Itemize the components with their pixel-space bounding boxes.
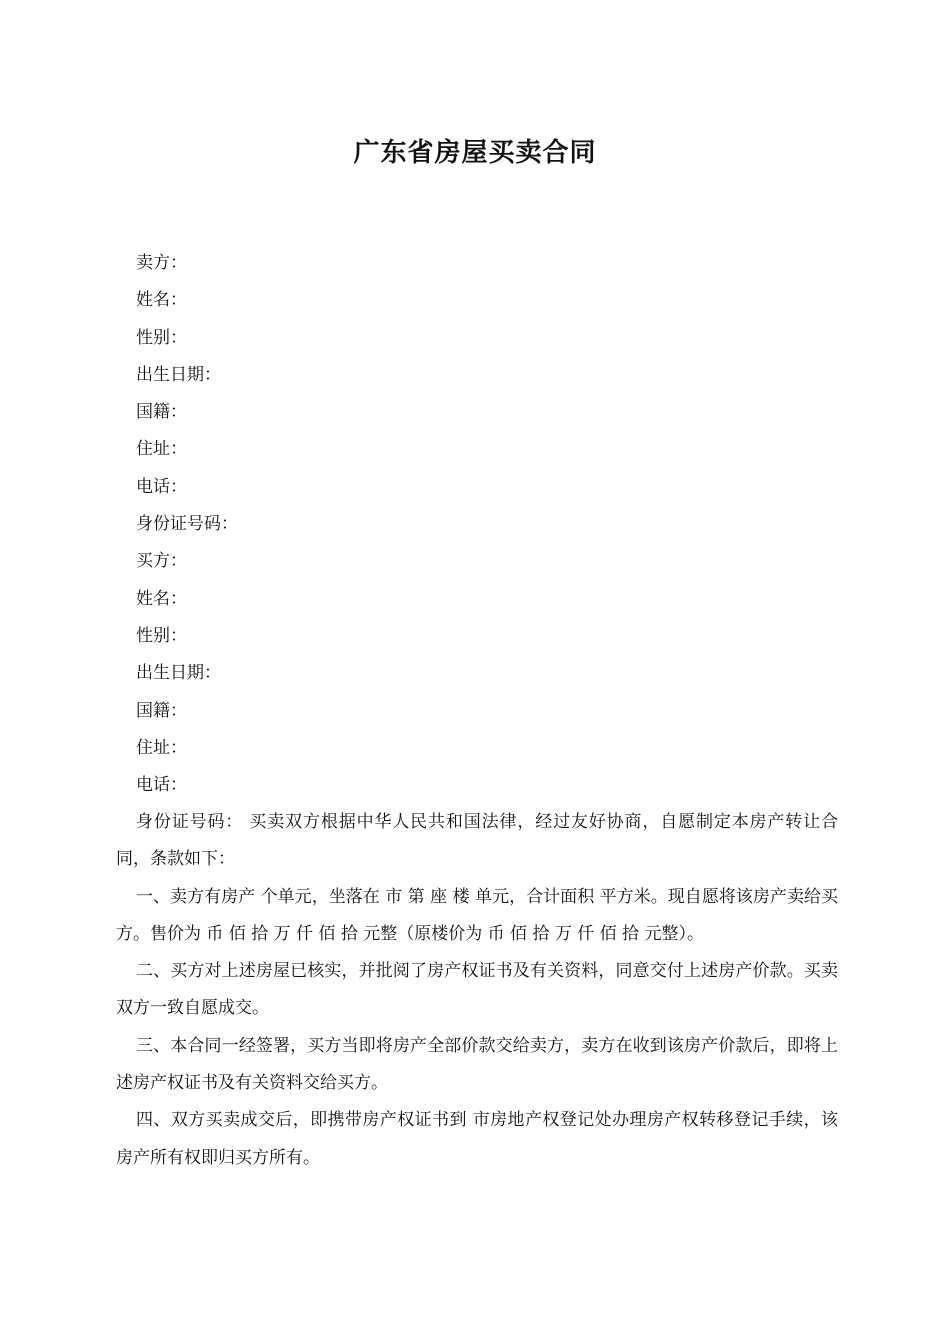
buyer-gender-field: 性别： [136, 625, 187, 646]
buyer-heading: 买方： [136, 551, 187, 572]
buyer-nationality-field: 国籍： [136, 700, 187, 721]
seller-birthdate-field: 出生日期： [136, 364, 221, 385]
contract-body [116, 804, 838, 1177]
buyer-birthdate-field: 出生日期： [136, 663, 221, 684]
seller-gender-field: 性别： [136, 327, 187, 348]
seller-phone-field: 电话： [136, 476, 187, 497]
clause-1: 一、卖方有房产 个单元，坐落在 市 第 座 楼 单元，合计面积 平方米。现自愿将该房产卖给买方。售价为 币 佰 拾 万 仟 佰 拾 元整（原楼价为 币 佰 拾 万 仟 佰 拾 元整）。 [116, 886, 838, 944]
clause-3: 三、本合同一经签署，买方当即将房产全部价款交给卖方，卖方在收到该房产价款后，即将上述房产权证书及有关资料交给买方。 [116, 1035, 838, 1094]
seller-heading: 卖方： [136, 253, 187, 273]
buyer-name-field: 姓名： [136, 588, 187, 609]
seller-address-field: 住址： [136, 439, 187, 460]
buyer-id-and-preamble: 身份证号码： 买卖双方根据中华人民共和国法律，经过友好协商，自愿制定本房产转让合同，条款如下： [116, 812, 838, 870]
clause-4: 四、双方买卖成交后，即携带房产权证书到 市房地产权登记处办理房产权转移登记手续，该房产所有权即归买方所有。 [116, 1110, 838, 1168]
clause-2: 二、买方对上述房屋已核实，并批阅了房产权证书及有关资料，同意交付上述房产价款。买卖双方一致自愿成交。 [116, 961, 838, 1019]
party-fields [136, 245, 836, 804]
buyer-address-field: 住址： [136, 737, 187, 758]
buyer-phone-field: 电话： [136, 775, 187, 796]
document-title: 广东省房屋买卖合同 [353, 138, 597, 168]
seller-id-number-field: 身份证号码： [136, 514, 238, 535]
seller-nationality-field: 国籍： [136, 402, 187, 423]
seller-name-field: 姓名： [136, 290, 187, 311]
